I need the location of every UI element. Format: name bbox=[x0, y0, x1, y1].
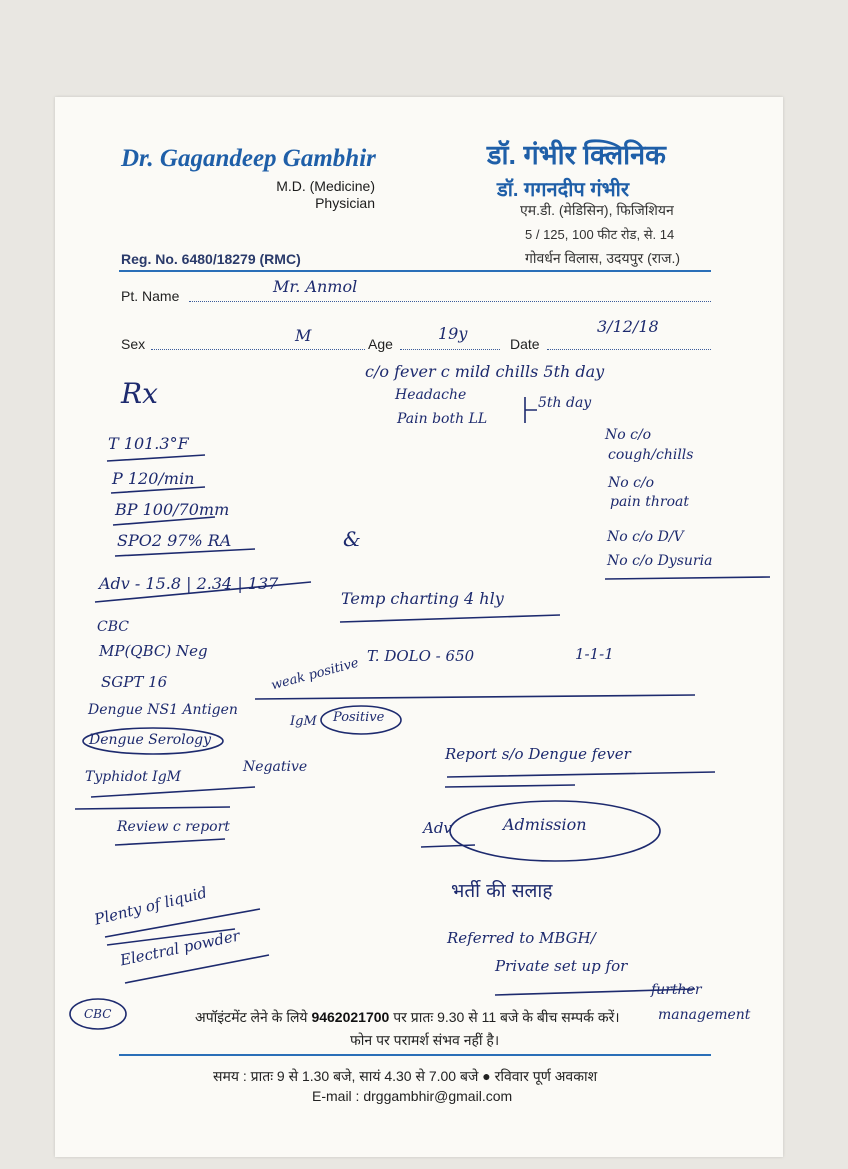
lab-ns1: Dengue NS1 Antigen bbox=[88, 702, 238, 718]
lab-mp: MP(QBC) Neg bbox=[99, 642, 208, 660]
address-line-2: गोवर्धन विलास, उदयपुर (राज.) bbox=[525, 250, 681, 266]
registration-number: Reg. No. 6480/18279 (RMC) bbox=[121, 251, 301, 267]
sex-label: Sex bbox=[121, 336, 146, 352]
weak-positive: weak positive bbox=[269, 655, 361, 694]
electral-powder: Electral powder bbox=[118, 926, 242, 970]
complaint-2: Headache bbox=[395, 387, 467, 403]
lab-typhidot: Typhidot IgM bbox=[85, 769, 181, 785]
ink-strokes bbox=[55, 97, 783, 1157]
sex-value: M bbox=[295, 326, 312, 345]
tab-frequency: 1-1-1 bbox=[575, 645, 614, 663]
admission: Admission bbox=[503, 815, 587, 834]
clinic-phone: 9462021700 bbox=[311, 1009, 390, 1025]
vital-pulse: P 120/min bbox=[112, 469, 195, 488]
address-line-1: 5 / 125, 100 फीट रोड, से. 14 bbox=[525, 227, 675, 242]
rx-symbol: Rx bbox=[121, 377, 158, 410]
age-value: 19y bbox=[438, 324, 468, 343]
footer-timing: समय : प्रातः 9 से 1.30 बजे, सायं 4.30 से 7.00 बजे ● रविवार पूर्ण अवकाश bbox=[213, 1068, 598, 1084]
typhidot-negative: Negative bbox=[243, 759, 308, 775]
complaint-1: c/o fever c mild chills 5th day bbox=[365, 362, 605, 381]
negative-4: pain throat bbox=[610, 494, 689, 510]
igm-positive: Positive bbox=[333, 710, 385, 725]
pt-name-value: Mr. Anmol bbox=[273, 277, 358, 296]
date-value: 3/12/18 bbox=[597, 317, 659, 336]
lab-cbc: CBC bbox=[97, 619, 129, 635]
clinic-name-hindi: डॉ. गंभीर क्लिनिक bbox=[487, 140, 666, 170]
report-impression: Report s/o Dengue fever bbox=[445, 745, 631, 763]
appt-post: पर प्रातः 9.30 से 11 बजे के बीच सम्पर्क करें। bbox=[393, 1009, 620, 1025]
prescription-sheet bbox=[55, 97, 783, 1157]
doctor-title: Physician bbox=[315, 195, 375, 211]
vital-temperature: T 101.3°F bbox=[108, 434, 189, 453]
referred-4: management bbox=[658, 1007, 751, 1023]
admission-hindi: भर्ती की सलाह bbox=[451, 880, 553, 902]
ampersand: & bbox=[343, 527, 361, 551]
negative-2: cough/chills bbox=[608, 447, 694, 463]
negative-5: No c/o D/V bbox=[607, 529, 684, 545]
adv-values: Adv - 15.8 | 2.34 | 137 bbox=[99, 574, 279, 593]
review-note: Review c report bbox=[117, 819, 230, 835]
negative-6: No c/o Dysuria bbox=[607, 553, 713, 569]
cbc-circled: CBC bbox=[84, 1007, 112, 1021]
doctor-degree-hindi: एम.डी. (मेडिसिन), फिजिशियन bbox=[520, 202, 674, 218]
complaint-3: Pain both LL bbox=[397, 411, 488, 427]
tab-dolo: T. DOLO - 650 bbox=[367, 647, 475, 665]
temp-charting: Temp charting 4 hly bbox=[341, 589, 504, 608]
footer-divider bbox=[119, 1054, 711, 1056]
footer-appointment bbox=[195, 1008, 620, 1027]
doctor-name: Dr. Gagandeep Gambhir bbox=[121, 145, 376, 172]
vital-bp: BP 100/70mm bbox=[115, 500, 230, 519]
appt-pre: अपॉइंटमेंट लेने के लिये bbox=[195, 1009, 308, 1025]
referred-1: Referred to MBGH/ bbox=[447, 929, 596, 947]
referred-3: further bbox=[651, 982, 702, 998]
footer-email: E-mail : drggambhir@gmail.com bbox=[312, 1088, 513, 1104]
lab-sgpt: SGPT 16 bbox=[101, 673, 168, 691]
adv-label-2: Adv bbox=[423, 819, 452, 837]
footer-phone-note: फोन पर परामर्श संभव नहीं है। bbox=[350, 1032, 500, 1048]
plenty-liquid: Plenty of liquid bbox=[92, 883, 209, 929]
doctor-degree: M.D. (Medicine) bbox=[276, 178, 375, 194]
pt-name-label: Pt. Name bbox=[121, 288, 180, 304]
doctor-name-hindi: डॉ. गगनदीप गंभीर bbox=[497, 179, 630, 201]
negative-1: No c/o bbox=[605, 427, 652, 443]
negative-3: No c/o bbox=[608, 475, 655, 491]
referred-2: Private set up for bbox=[495, 957, 628, 975]
lab-dengue-serology: Dengue Serology bbox=[89, 732, 212, 748]
date-label: Date bbox=[510, 336, 540, 352]
age-label: Age bbox=[368, 336, 393, 352]
vital-spo2: SPO2 97% RA bbox=[117, 531, 232, 550]
complaint-duration: 5th day bbox=[538, 395, 592, 411]
igm-label: IgM bbox=[290, 714, 317, 729]
